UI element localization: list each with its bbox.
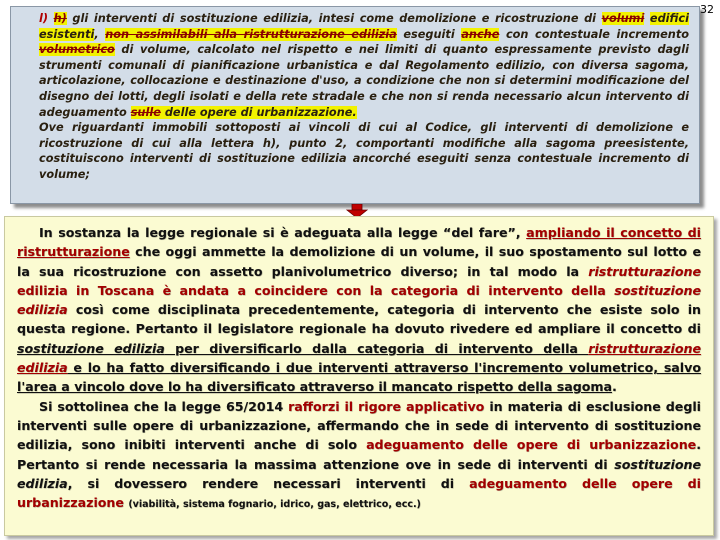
commentary-box (4, 216, 714, 536)
emphasis-adeguamento-2: adeguamento delle opere di urbanizzazione (17, 475, 701, 511)
deleted-letter-h: h) (53, 12, 67, 25)
deleted-text-anche: anche (461, 27, 500, 41)
emphasis-ampliando: ampliando il concetto di ristrutturazione (17, 225, 701, 260)
emphasis-coincidere: edilizia in Toscana è andata a coincidere con la categoria di intervento della (17, 282, 606, 298)
emphasis-sostituzione-edilizia-2: sostituzione edilizia (17, 456, 701, 491)
emphasis-sostituzione-edilizia: sostituzione edilizia (17, 282, 701, 318)
law-excerpt-paragraph: l) h) gli interventi di sostituzione edilizia, intesi come demolizione e ricostruzione di volumi edifici esistenti, non assimilabili alla ristrutturazione edilizia eseguiti anche con contestuale incremento volumetrico di volume, calcolato nel rispetto e nei limiti di quanto espressamente previsto dagli strumenti comunali di pianificazione urbanistica e dal Regolamento edilizio, con diversa sagoma, articolazione, collocazione e destinazione d'uso, a condizione che non si determini modificazione del disegno dei lotti, degli isolati e della rete stradale e che non si renda necessario alcun intervento di adeguamento sulle delle opere di urbanizzazione. (39, 12, 690, 119)
excerpt-text: gli interventi di sostituzione edilizia, intesi come demolizione e ricostruzione di (66, 12, 602, 25)
deleted-text-volumetrico: volumetrico (39, 43, 115, 57)
deleted-text-sulle: sulle (130, 105, 161, 119)
page-number: 32 (700, 3, 714, 16)
deleted-text-non-assimilabili: non assimilabili alla ristrutturazione edilizia (105, 27, 397, 41)
law-excerpt-box (10, 6, 700, 204)
underlined-sostituzione-edilizia: sostituzione edilizia (17, 340, 165, 356)
emphasis-ristrutturazione: ristrutturazione (588, 263, 701, 279)
emphasis-rigore-applicativo: rafforzi il rigore applicativo (288, 398, 485, 414)
inserted-text-delle-opere: delle opere di urbanizzazione. (160, 105, 357, 119)
letter-l-label: l) (39, 12, 54, 25)
emphasis-adeguamento-1: adeguamento delle opere di urbanizzazione (366, 437, 697, 453)
commentary-paragraph-2: Si sottolinea che la legge 65/2014 rafforzi il rigore applicativo in materia di esclusione degli interventi sulle opere di urbanizzazione, affermando che in sede di intervento di sostituzione edilizia, sono inibiti interventi anche di solo adeguamento delle opere di urbanizzazione. Pertanto si rende necessaria la massima attenzione ove in sede di interventi di sostituzione edilizia, si dovessero rendere necessari interventi di adeguamento delle opere di urbanizzazione (viabilità, sistema fognario, idrico, gas, elettrico, ecc.) (17, 398, 701, 511)
underlined-incremento-volumetrico: e lo ha fatto diversificando i due interventi attraverso l'incremento volumetrico, salvo l'area a vincolo dove lo ha diversificato attraverso il mancato rispetto della sagoma (17, 360, 701, 395)
underlined-diversificarlo: per diversificarlo dalla categoria di intervento della (164, 340, 589, 356)
law-excerpt-paragraph-2 (39, 120, 689, 182)
excerpt-text-vincoli: Ove riguardanti immobili sottoposti ai vincoli di cui al Codice, gli interventi di demolizione e ricostruzione di cui alla lettera h), punto 2, comportanti modifiche alla sagoma preesistente, costituiscono interventi di sostituzione edilizia ancorché eseguiti senza contestuale incremento di volume; (39, 121, 689, 181)
deleted-text-volumi: volumi (601, 12, 645, 25)
underlined-ristrutturazione-edilizia: ristrutturazione edilizia (17, 340, 701, 376)
inserted-text-edifici-esistenti: edifici esistenti (39, 12, 690, 41)
commentary-paragraph-1: In sostanza la legge regionale si è adeguata alla legge “del fare”, ampliando il concetto di ristrutturazione che oggi ammette la demolizione di un volume, il suo spostamento sul lotto e la sua ricostruzione con assetto planivolumetrico diverso; in tal modo la ristrutturazione edilizia in Toscana è andata a coincidere con la categoria di intervento della sostituzione edilizia così come disciplinata precedentemente, categoria di intervento che esiste solo in questa regione. Pertanto il legislatore regionale ha dovuto rivedere ed ampliare il concetto di sostituzione edilizia per diversificarlo dalla categoria di intervento della ristrutturazione edilizia e lo ha fatto diversificando i due interventi attraverso l'incremento volumetrico, salvo l'area a vincolo dove lo ha diversificato attraverso il mancato rispetto della sagoma. (17, 225, 701, 395)
parenthetical-list: (viabilità, sistema fognario, idrico, gas, elettrico, ecc.) (128, 499, 421, 511)
